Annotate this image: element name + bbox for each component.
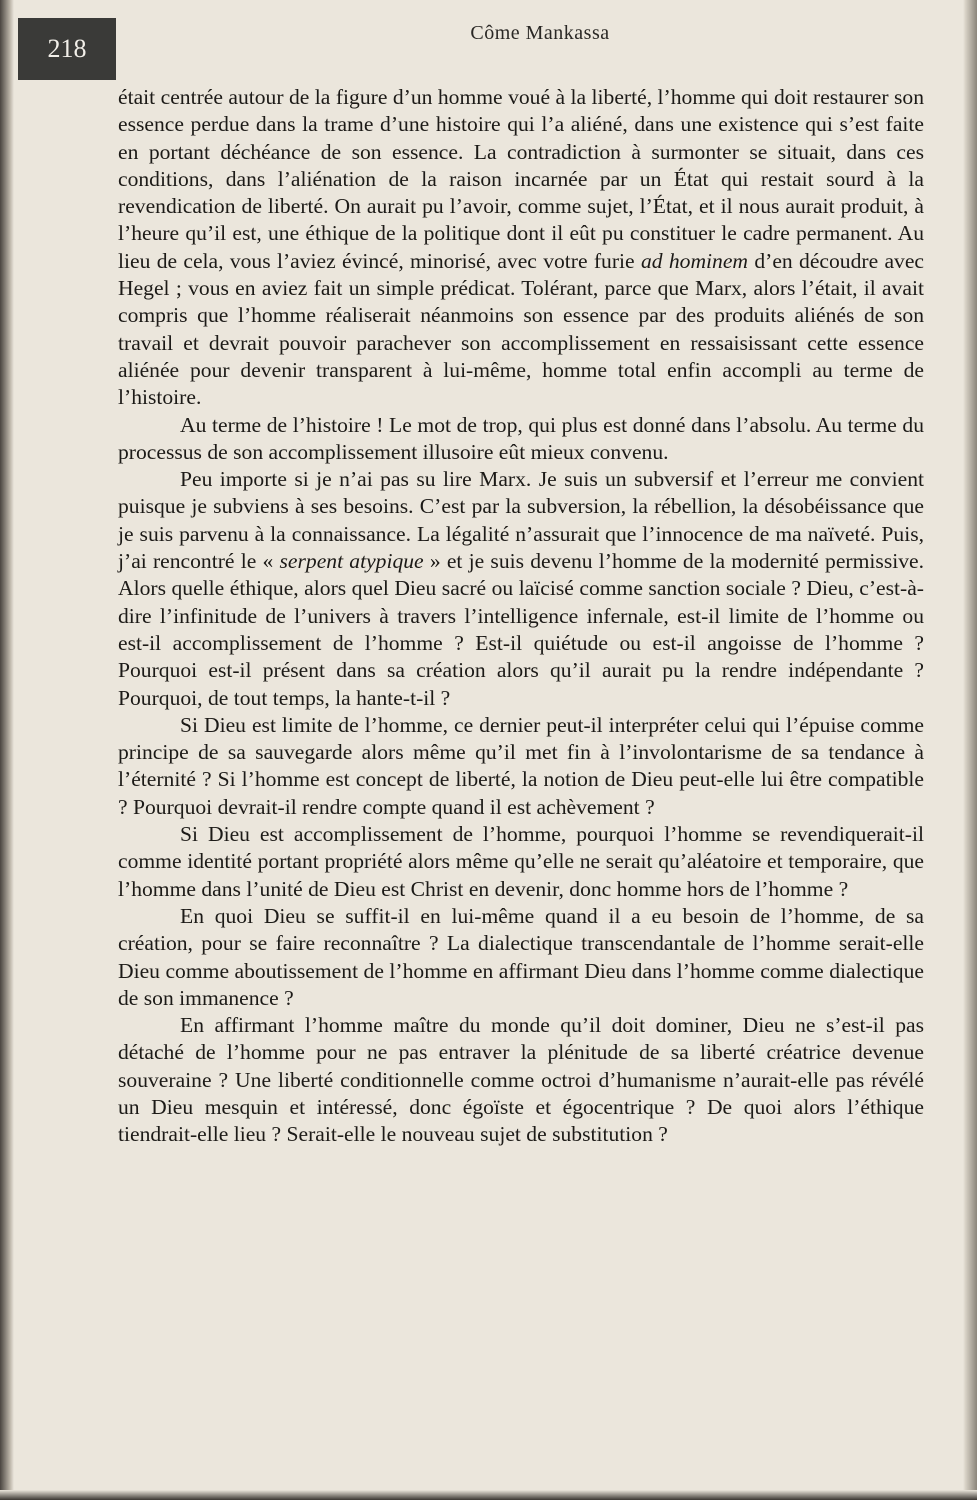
paragraph [118, 466, 924, 712]
text-run: En quoi Dieu se suffit-il en lui-même quand il a eu besoin de l’homme, de sa création, pour se faire reconnaître ? La dialectique transcendantale de l’homme serait-elle Dieu comme aboutissement de l’homme en affirmant Dieu dans l’homme comme dialectique de son immanence ? [118, 903, 924, 1010]
text-run: était centrée autour de la figure d’un homme voué à la liberté, l’homme qui doit restaurer son essence perdue dans la trame d’une histoire qui l’a aliéné, dans une existence qui s’est faite en portant déchéance de son essence. La contradiction à surmonter se situait, dans ces conditions, dans l’aliénation de la raison incarnée par un État qui restait sourd à la revendication de liberté. On aurait pu l’avoir, comme sujet, l’État, et il nous aurait produit, à l’heure qu’il est, une éthique de la politique dont il eût pu constituer le cadre permanent. Au lieu de cela, vous l’aviez évincé, minorisé, avec votre furie [118, 85, 924, 273]
paragraph [118, 821, 924, 903]
text-run: Si Dieu est limite de l’homme, ce dernier peut-il interpréter celui qui l’épuise comme principe de sa sauvegarde alors même qu’il met fin à l’involontarisme de sa tendance à l’éternité ? Si l’homme est concept de liberté, la notion de Dieu peut-elle lui être compatible ? Pourquoi devrait-il rendre compte quand il est achèvement ? [118, 712, 924, 819]
page-edge-bottom [0, 1490, 977, 1500]
italic-phrase: serpent atypique [279, 549, 424, 574]
italic-phrase: ad hominem [640, 248, 749, 273]
body-text [118, 84, 924, 1149]
text-run: d’en découdre avec Hegel ; vous en aviez fait un simple prédicat. Tolérant, parce que Marx, alors l’était, il avait compris que l’homme réaliserait néanmoins son essence par des produits aliénés de son travail et devrait pouvoir parachever son accomplissement en ressaisissant cette essence aliénée pour devenir transparent à lui-même, homme total enfin accompli au terme de l’histoire. [118, 248, 925, 410]
paragraph [118, 712, 924, 821]
page-number: 218 [47, 34, 87, 63]
paragraph [118, 412, 924, 467]
text-run: Peu importe si je n’ai pas su lire Marx. Je suis un subversif et l’erreur me convient puisque je subviens à ses besoins. C’est par la subversion, la rébellion, la désobéissance que je suis parvenu à la connaissance. La légalité n’assurait que l’innocence de ma naïveté. Puis, j’ai rencontré le « [118, 467, 924, 574]
paragraph [118, 903, 924, 1012]
page-edge-right [963, 0, 977, 1500]
paragraph [118, 1012, 924, 1148]
text-run: Au terme de l’histoire ! Le mot de trop, qui plus est donné dans l’absolu. Au terme du processus de son accomplissement illusoire eût mieux convenu. [118, 412, 924, 464]
text-run: En affirmant l’homme maître du monde qu’il doit dominer, Dieu ne s’est-il pas détaché de l’homme pour ne pas entraver la plénitude de sa liberté créatrice devenue souveraine ? Une liberté conditionnelle comme octroi d’humanisme n’aurait-elle pas révélé un Dieu mesquin et intéressé, donc égoïste et égocentrique ? De quoi alors l’éthique tiendrait-elle lieu ? Serait-elle le nouveau sujet de substitution ? [118, 1013, 924, 1147]
running-head: Côme Mankassa [470, 22, 610, 44]
paragraph [118, 84, 924, 412]
text-run: Si Dieu est accomplissement de l’homme, pourquoi l’homme se revendiquerait-il comme identité portant propriété alors même qu’elle ne serait qu’aléatoire et temporaire, que l’homme dans l’unité de Dieu est Christ en devenir, donc homme hors de l’homme ? [118, 822, 924, 901]
text-run: » et je suis devenu l’homme de la modernité permissive. Alors quelle éthique, alors quel Dieu sacré ou laïcisé comme sanction sociale ? Dieu, c’est-à-dire l’infinitude de l’univers à travers l’intelligence infernale, est-il limite de l’homme ou est-il accomplissement de l’homme ? Est-il quiétude ou est-il angoisse de l’homme ? Pourquoi est-il présent dans sa création alors qu’il aurait pu la rendre indépendante ? Pourquoi, de tout temps, la hante-t-il ? [118, 549, 925, 710]
page-gutter-left [0, 0, 14, 1500]
